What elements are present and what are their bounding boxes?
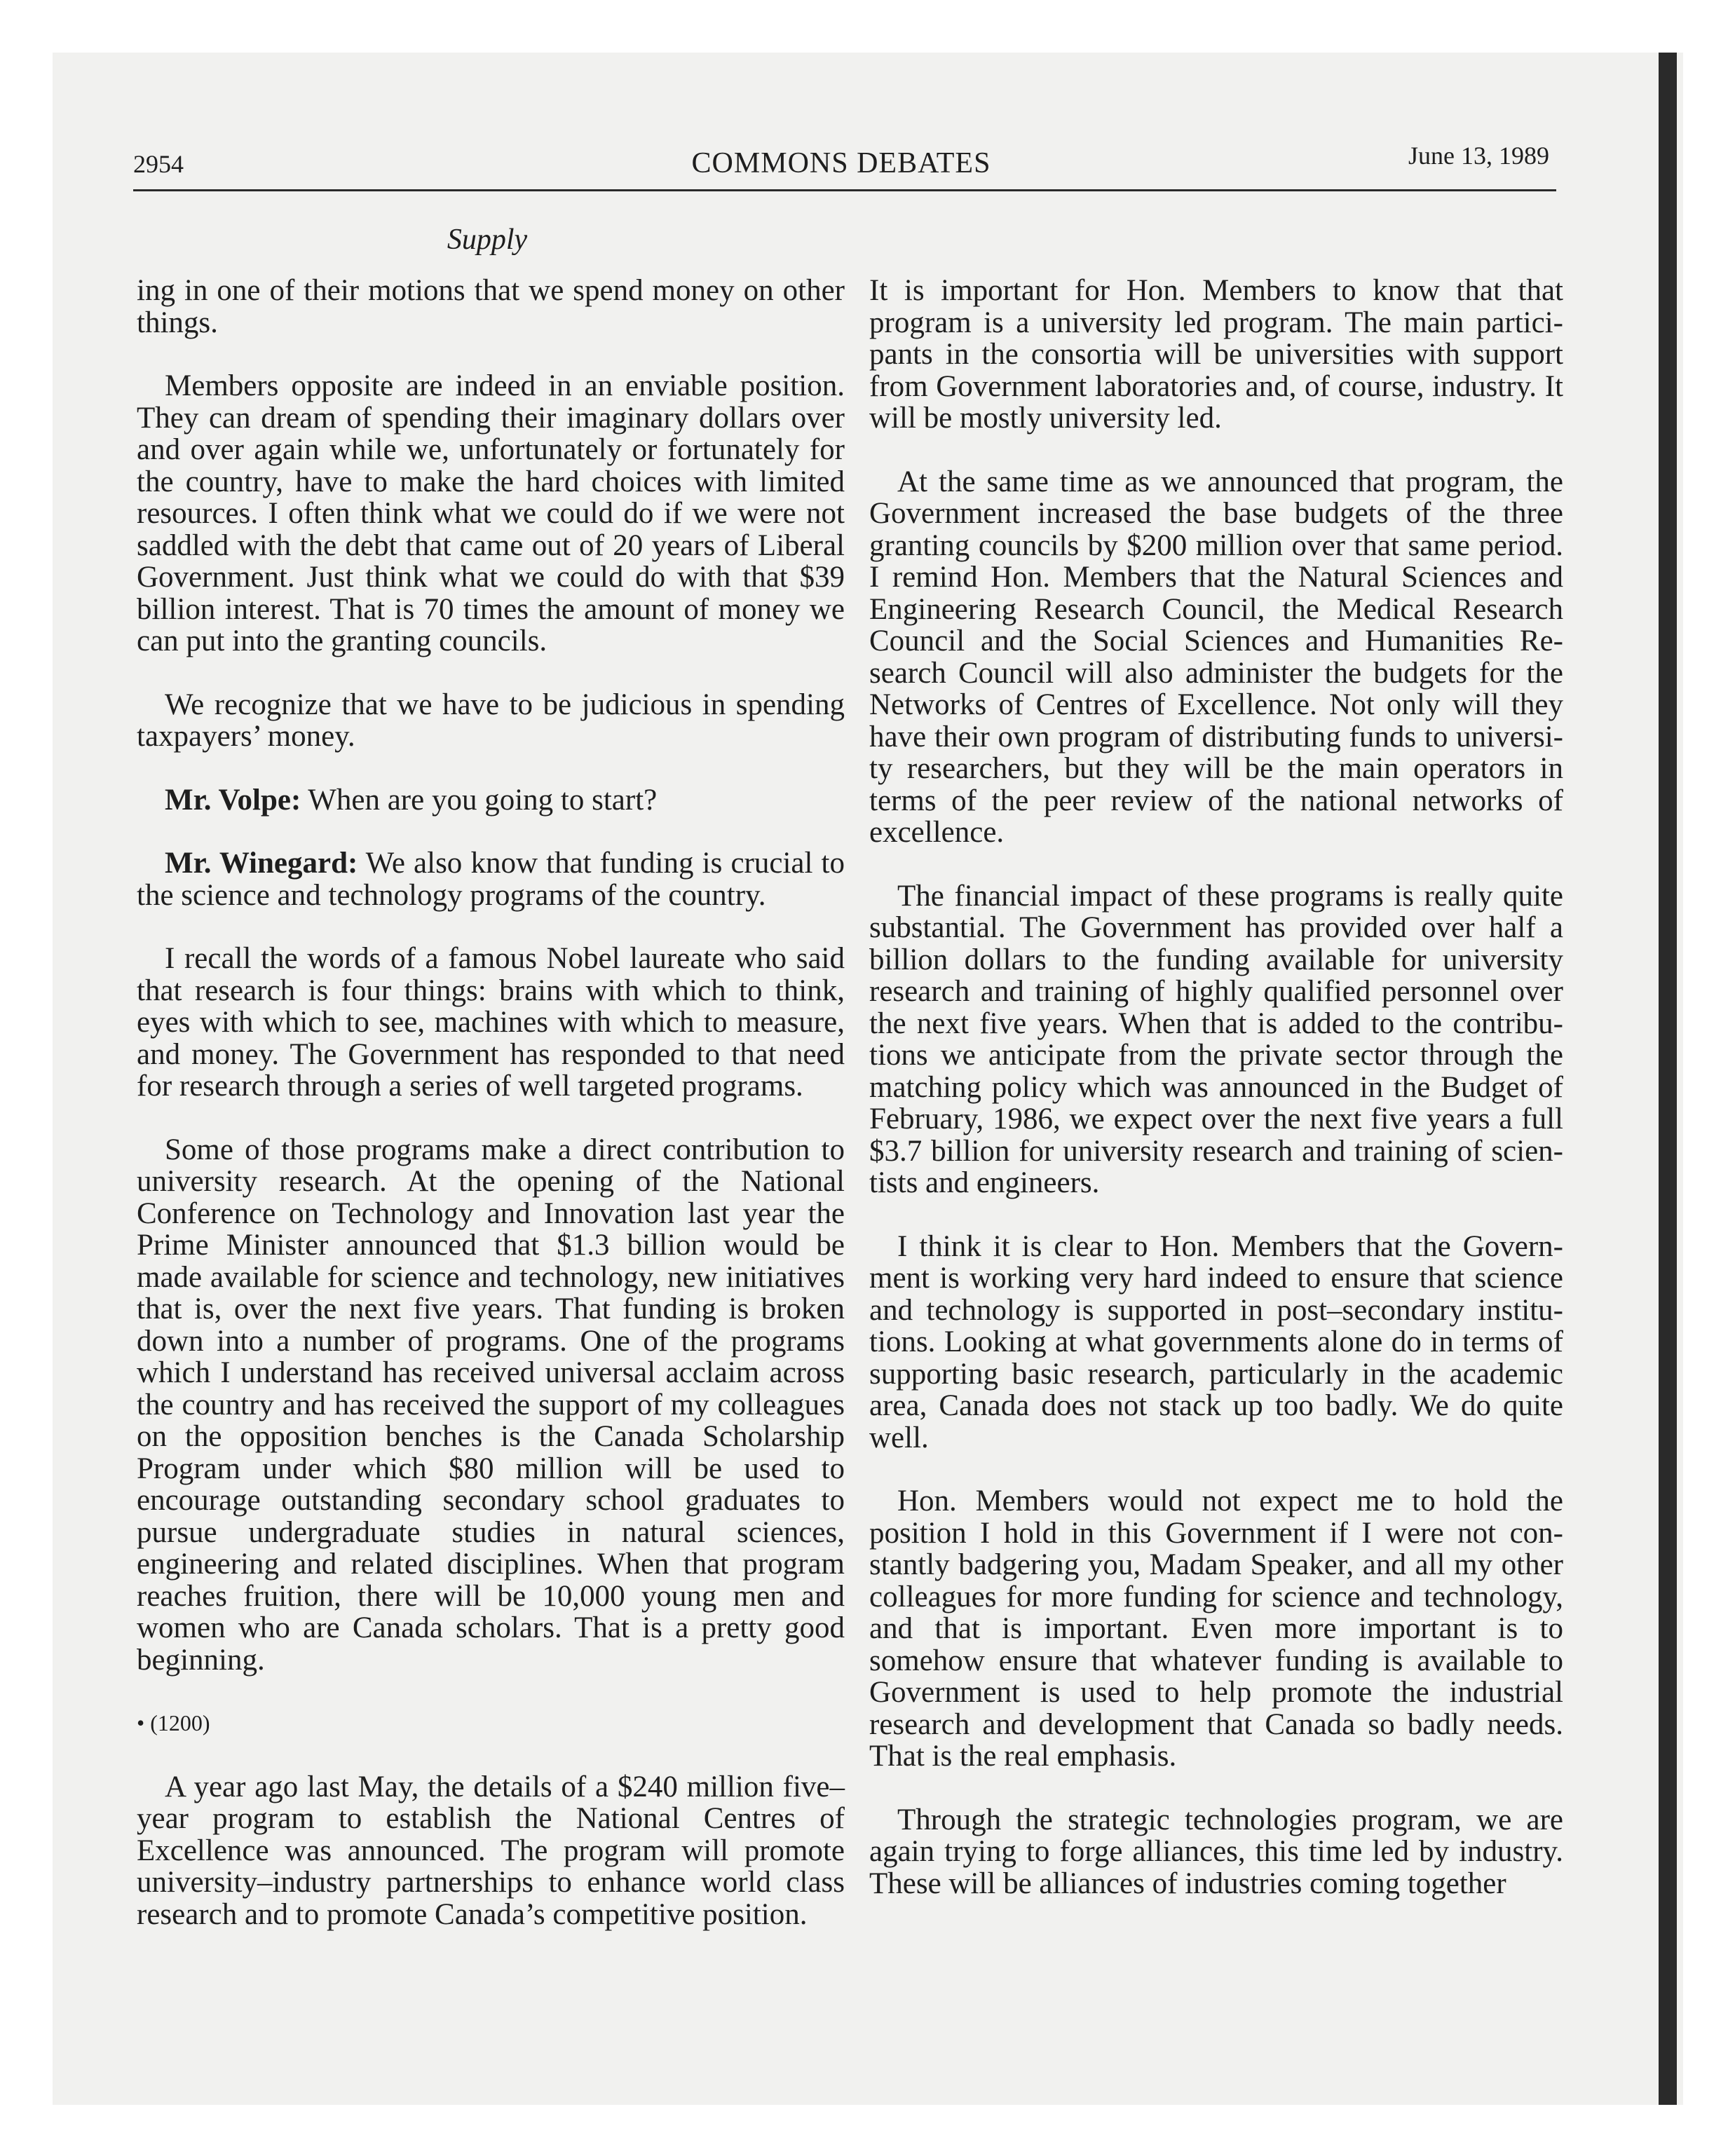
- paragraph: The financial impact of these programs is really quite substantial. The Government has provided over half a billion dollars to the funding available for university research and training of highly qualified personnel over the next five years. When that is added to the contributions we anticipate from the private sector through the matching policy which was announced in the Budget of February, 1986, we expect over the next five years a full $3.7 billion for university research and training of scientists and engineers.: [869, 879, 1563, 1199]
- page-header: [133, 137, 1549, 193]
- speech-volpe: [137, 784, 845, 817]
- paragraph: Some of those programs make a direct contribution to university research. At the opening of the National Conference on Technology and Innovation last year the Prime Minister announced that $1.3 billion would be made available for science and technology, new initiatives that is, over the next five years. That funding is broken down into a number of programs. One of the programs which I understand has received universal acclaim across the country and has received the support of my colleagues on the opposition benches is the Canada Scholarship Program under which $80 million will be used to encourage outstanding secondary school graduates to pursue undergraduate studies in natural sciences, engineering and related disciplines. When that program reaches fruition, there will be 10,000 young men and women who are Canada scholars. That is a pretty good beginning.: [137, 1133, 845, 1677]
- paragraph: I think it is clear to Hon. Members that the Government is working very hard indeed to ensure that science and technology is supported in post–secondary institutions. Looking at what governments alone do in terms of supporting basic research, particularly in the academic area, Canada does not stack up too badly. We do quite well.: [869, 1229, 1563, 1454]
- left-column: [137, 275, 845, 1962]
- paragraph: Hon. Members would not expect me to hold the position I hold in this Government if I were not constantly badgering you, Madam Speaker, and all my other colleagues for more funding for science and technology, and that is important. Even more important is to somehow ensure that whatever funding is available to Government is used to help promote the industrial research and development that Canada so badly needs. That is the real emphasis.: [869, 1485, 1563, 1773]
- paragraph: Through the strategic technologies program, we are again trying to forge alliances, this time led by industry. These will be alliances of industries coming together: [869, 1803, 1563, 1900]
- header-rule: [133, 189, 1556, 191]
- publication-title: COMMONS DEBATES: [691, 147, 991, 179]
- section-title: Supply: [447, 224, 528, 256]
- time-marker: • (1200): [137, 1710, 210, 1735]
- right-column: [869, 275, 1563, 1931]
- paragraph: A year ago last May, the details of a $240 million five–year program to establish the National Centres of Excellence was announced. The program will promote university–industry partnerships to enhance world class research and to promote Canada’s competitive position.: [137, 1770, 845, 1931]
- paragraph: I recall the words of a famous Nobel laureate who said that research is four things: brains with which to think, eyes with which to see, machines with which to measure, and money. The Government has responded to that need for research through a series of well targeted programs.: [137, 942, 845, 1103]
- paragraph: It is important for Hon. Members to know that that program is a university led program. The main participants in the consortia will be universities with support from Government laboratories and, of course, industry. It will be mostly university led.: [869, 274, 1563, 435]
- speech-text: We also know that funding is crucial to the science and technology programs of the country.: [137, 847, 845, 912]
- page-number: 2954: [133, 150, 184, 178]
- speaker-name: Mr. Volpe:: [165, 783, 301, 817]
- scan-edge-shadow: [1659, 53, 1677, 2105]
- paragraph: We recognize that we have to be judicious in spending taxpayers’ money.: [137, 688, 845, 753]
- speaker-name: Mr. Winegard:: [165, 847, 358, 880]
- publication-date: June 13, 1989: [1408, 142, 1549, 170]
- paragraph: Members opposite are indeed in an enviable position. They can dream of spending their imaginary dollars over and over again while we, unfortunately or fortunately for the country, have to make the hard choices with limited resources. I often think what we could do if we were not saddled with the debt that came out of 20 years of Liberal Government. Just think what we could do with that $39 billion interest. That is 70 times the amount of money we can put into the granting councils.: [137, 369, 845, 657]
- paragraph: ing in one of their motions that we spend money on other things.: [137, 274, 845, 339]
- speech-winegard: [137, 847, 845, 911]
- speech-text: When are you going to start?: [301, 783, 658, 817]
- paragraph: At the same time as we announced that program, the Government increased the base budgets of the three granting councils by $200 million over that same period. I remind Hon. Members that the Natural Sciences and Engineering Research Council, the Medical Research Council and the Social Sciences and Humanities Research Council will also administer the budgets for the Networks of Centres of Excellence. Not only will they have their own program of distributing funds to university researchers, but they will be the main operators in terms of the peer review of the national networks of excellence.: [869, 465, 1563, 849]
